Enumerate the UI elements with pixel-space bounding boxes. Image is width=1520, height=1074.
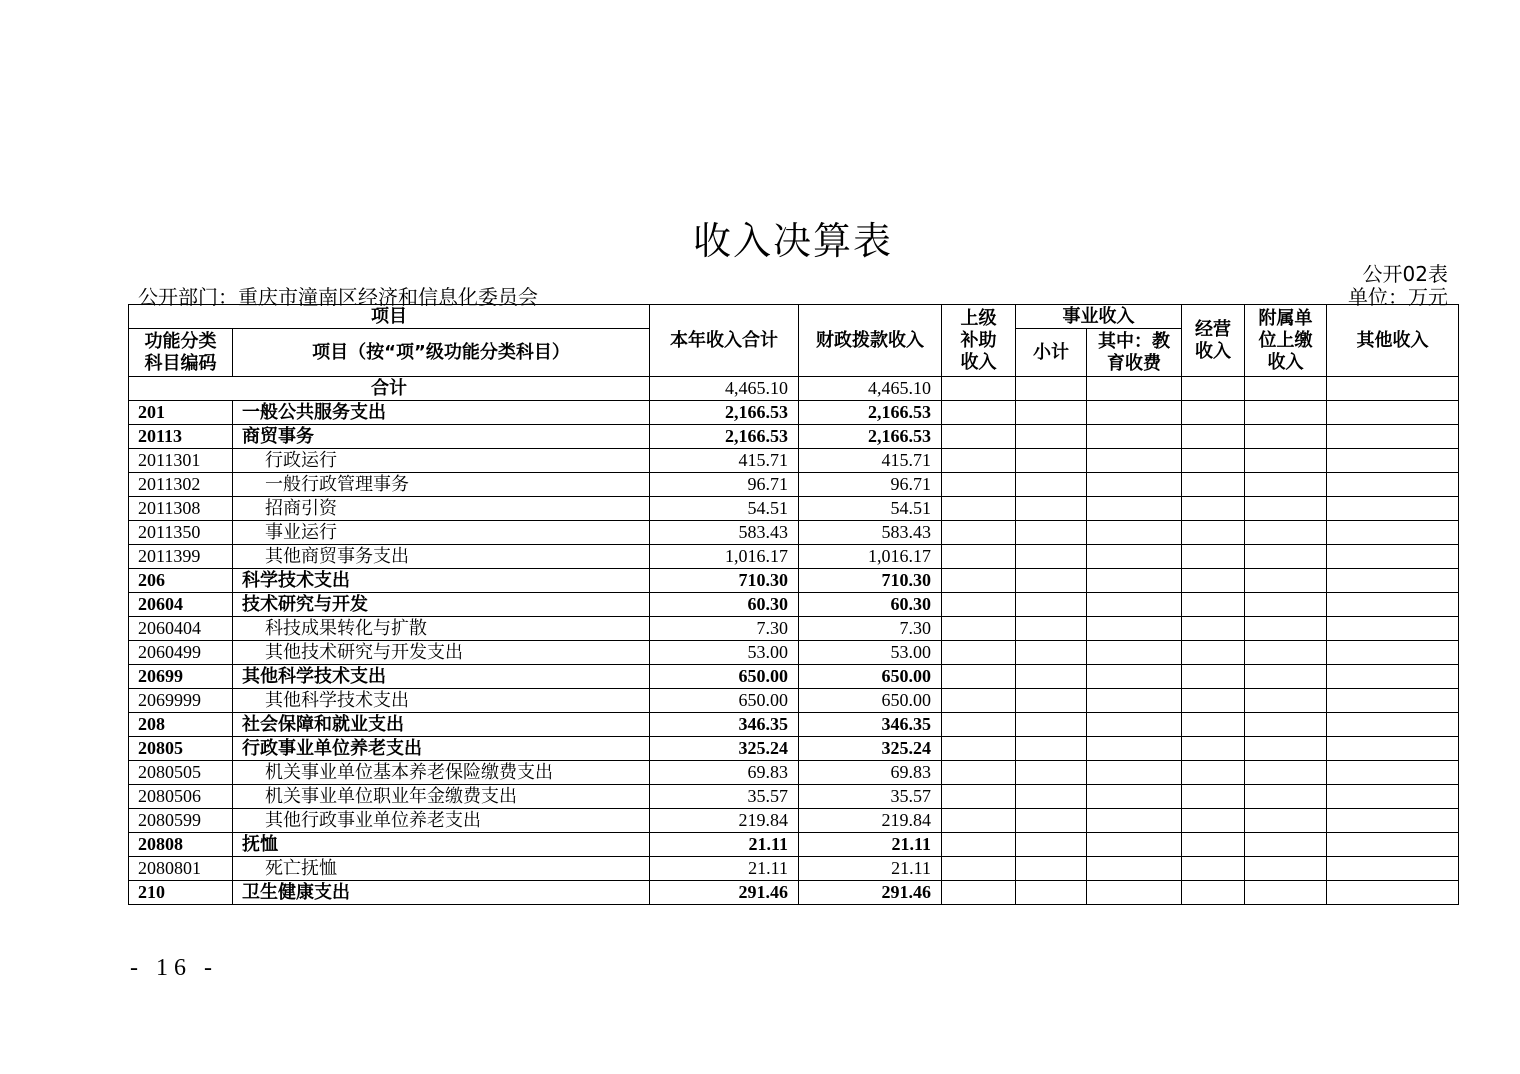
empty-cell — [1245, 785, 1327, 809]
empty-cell — [942, 449, 1016, 473]
empty-cell — [1182, 857, 1245, 881]
empty-cell — [1182, 497, 1245, 521]
code-cell: 2060499 — [129, 641, 233, 665]
empty-cell — [1016, 833, 1087, 857]
total-income-cell: 21.11 — [650, 857, 799, 881]
empty-cell — [942, 833, 1016, 857]
empty-cell — [1087, 665, 1182, 689]
name-cell: 技术研究与开发 — [233, 593, 650, 617]
empty-cell — [942, 473, 1016, 497]
page-number: - 16 - — [130, 955, 218, 981]
table-row — [129, 449, 1459, 473]
table-row — [129, 521, 1459, 545]
table-row — [129, 473, 1459, 497]
empty-cell — [1087, 833, 1182, 857]
empty-cell — [1327, 761, 1459, 785]
code-cell: 210 — [129, 881, 233, 905]
form-number: 公开02表 — [1362, 262, 1448, 286]
table-row — [129, 809, 1459, 833]
empty-cell — [1087, 377, 1182, 401]
empty-cell — [1016, 761, 1087, 785]
empty-cell — [1087, 689, 1182, 713]
table-row — [129, 497, 1459, 521]
name-cell: 行政事业单位养老支出 — [233, 737, 650, 761]
empty-cell — [1016, 473, 1087, 497]
empty-cell — [942, 617, 1016, 641]
fiscal-cell: 650.00 — [799, 665, 942, 689]
empty-cell — [1087, 401, 1182, 425]
empty-cell — [1327, 449, 1459, 473]
empty-cell — [1245, 545, 1327, 569]
name-cell: 其他科学技术支出 — [233, 689, 650, 713]
code-cell: 20699 — [129, 665, 233, 689]
code-cell: 2011350 — [129, 521, 233, 545]
empty-cell — [1016, 377, 1087, 401]
empty-cell — [942, 881, 1016, 905]
empty-cell — [1016, 857, 1087, 881]
empty-cell — [1182, 545, 1245, 569]
empty-cell — [1245, 809, 1327, 833]
empty-cell — [1327, 545, 1459, 569]
empty-cell — [1087, 617, 1182, 641]
empty-cell — [1327, 833, 1459, 857]
empty-cell — [1087, 473, 1182, 497]
empty-cell — [1087, 521, 1182, 545]
header-business-subtotal: 小计 — [1016, 329, 1087, 377]
table-row — [129, 857, 1459, 881]
empty-cell — [1087, 593, 1182, 617]
total-income-cell: 583.43 — [650, 521, 799, 545]
empty-cell — [1327, 497, 1459, 521]
total-income-cell: 96.71 — [650, 473, 799, 497]
empty-cell — [1016, 569, 1087, 593]
empty-cell — [1016, 449, 1087, 473]
fiscal-cell: 69.83 — [799, 761, 942, 785]
empty-cell — [1087, 737, 1182, 761]
empty-cell — [942, 665, 1016, 689]
total-income-cell: 291.46 — [650, 881, 799, 905]
total-income-cell: 346.35 — [650, 713, 799, 737]
total-income-cell: 35.57 — [650, 785, 799, 809]
empty-cell — [1245, 713, 1327, 737]
empty-cell — [1327, 809, 1459, 833]
name-cell: 卫生健康支出 — [233, 881, 650, 905]
empty-cell — [942, 689, 1016, 713]
empty-cell — [1182, 713, 1245, 737]
name-cell: 其他科学技术支出 — [233, 665, 650, 689]
empty-cell — [1245, 881, 1327, 905]
empty-cell — [1182, 809, 1245, 833]
empty-cell — [1087, 761, 1182, 785]
empty-cell — [1327, 569, 1459, 593]
empty-cell — [942, 761, 1016, 785]
empty-cell — [1016, 809, 1087, 833]
total-fiscal-cell: 4,465.10 — [799, 377, 942, 401]
empty-cell — [1016, 545, 1087, 569]
code-cell: 2069999 — [129, 689, 233, 713]
empty-cell — [1087, 881, 1182, 905]
table-row — [129, 401, 1459, 425]
empty-cell — [1087, 857, 1182, 881]
name-cell: 机关事业单位职业年金缴费支出 — [233, 785, 650, 809]
empty-cell — [1245, 665, 1327, 689]
empty-cell — [942, 545, 1016, 569]
fiscal-cell: 21.11 — [799, 857, 942, 881]
fiscal-cell: 1,016.17 — [799, 545, 942, 569]
empty-cell — [1016, 737, 1087, 761]
empty-cell — [1327, 401, 1459, 425]
empty-cell — [1327, 881, 1459, 905]
fiscal-cell: 21.11 — [799, 833, 942, 857]
code-cell: 2011301 — [129, 449, 233, 473]
empty-cell — [1182, 425, 1245, 449]
unit-label: 单位：万元 — [1348, 285, 1448, 309]
name-cell: 机关事业单位基本养老保险缴费支出 — [233, 761, 650, 785]
name-cell: 其他商贸事务支出 — [233, 545, 650, 569]
empty-cell — [1087, 425, 1182, 449]
fiscal-cell: 2,166.53 — [799, 425, 942, 449]
total-income-cell: 1,016.17 — [650, 545, 799, 569]
table-row — [129, 569, 1459, 593]
code-cell: 2080505 — [129, 761, 233, 785]
total-income-cell: 219.84 — [650, 809, 799, 833]
name-cell: 其他技术研究与开发支出 — [233, 641, 650, 665]
header-fiscal: 财政拨款收入 — [799, 305, 942, 377]
department-label: 公开部门：重庆市潼南区经济和信息化委员会 — [138, 285, 538, 309]
code-cell: 2011308 — [129, 497, 233, 521]
empty-cell — [1245, 857, 1327, 881]
empty-cell — [1327, 737, 1459, 761]
table-row — [129, 737, 1459, 761]
empty-cell — [1182, 737, 1245, 761]
empty-cell — [1182, 833, 1245, 857]
name-cell: 事业运行 — [233, 521, 650, 545]
empty-cell — [1327, 689, 1459, 713]
fiscal-cell: 583.43 — [799, 521, 942, 545]
total-income-cell: 21.11 — [650, 833, 799, 857]
name-cell: 科技成果转化与扩散 — [233, 617, 650, 641]
empty-cell — [1327, 473, 1459, 497]
empty-cell — [1245, 497, 1327, 521]
total-label: 合计 — [129, 377, 650, 401]
table-row — [129, 761, 1459, 785]
total-income-cell: 53.00 — [650, 641, 799, 665]
empty-cell — [1182, 521, 1245, 545]
total-income-cell: 54.51 — [650, 497, 799, 521]
empty-cell — [1087, 497, 1182, 521]
empty-cell — [942, 809, 1016, 833]
fiscal-cell: 60.30 — [799, 593, 942, 617]
empty-cell — [1245, 641, 1327, 665]
name-cell: 一般行政管理事务 — [233, 473, 650, 497]
total-income-cell: 325.24 — [650, 737, 799, 761]
empty-cell — [1182, 449, 1245, 473]
empty-cell — [1182, 473, 1245, 497]
empty-cell — [942, 857, 1016, 881]
empty-cell — [1016, 497, 1087, 521]
empty-cell — [1245, 833, 1327, 857]
empty-cell — [1245, 473, 1327, 497]
total-income-cell: 7.30 — [650, 617, 799, 641]
code-cell: 206 — [129, 569, 233, 593]
empty-cell — [1016, 713, 1087, 737]
header-subsidy: 上级补助收入 — [942, 305, 1016, 377]
empty-cell — [1182, 569, 1245, 593]
empty-cell — [942, 425, 1016, 449]
total-income-cell: 415.71 — [650, 449, 799, 473]
name-cell: 科学技术支出 — [233, 569, 650, 593]
total-income-cell: 2,166.53 — [650, 401, 799, 425]
code-cell: 20808 — [129, 833, 233, 857]
empty-cell — [1245, 377, 1327, 401]
empty-cell — [1087, 641, 1182, 665]
empty-cell — [1016, 665, 1087, 689]
empty-cell — [1245, 737, 1327, 761]
total-income-cell: 4,465.10 — [650, 377, 799, 401]
fiscal-cell: 325.24 — [799, 737, 942, 761]
empty-cell — [1182, 881, 1245, 905]
empty-cell — [942, 737, 1016, 761]
header-affiliated: 附属单位上缴收入 — [1245, 305, 1327, 377]
empty-cell — [1327, 665, 1459, 689]
empty-cell — [1327, 785, 1459, 809]
empty-cell — [1016, 593, 1087, 617]
empty-cell — [1245, 617, 1327, 641]
empty-cell — [1245, 761, 1327, 785]
table-row — [129, 665, 1459, 689]
empty-cell — [1016, 689, 1087, 713]
table-row — [129, 545, 1459, 569]
empty-cell — [1182, 761, 1245, 785]
empty-cell — [1327, 617, 1459, 641]
empty-cell — [1016, 401, 1087, 425]
empty-cell — [942, 497, 1016, 521]
name-cell: 招商引资 — [233, 497, 650, 521]
name-cell: 死亡抚恤 — [233, 857, 650, 881]
empty-cell — [942, 641, 1016, 665]
empty-cell — [1245, 569, 1327, 593]
empty-cell — [1016, 641, 1087, 665]
header-name: 项目（按“项”级功能分类科目） — [233, 329, 650, 377]
empty-cell — [1182, 665, 1245, 689]
empty-cell — [1182, 785, 1245, 809]
empty-cell — [1087, 785, 1182, 809]
table-row — [129, 641, 1459, 665]
empty-cell — [1087, 713, 1182, 737]
total-row — [129, 377, 1459, 401]
code-cell: 20604 — [129, 593, 233, 617]
empty-cell — [1245, 593, 1327, 617]
empty-cell — [1245, 449, 1327, 473]
name-cell: 抚恤 — [233, 833, 650, 857]
total-income-cell: 650.00 — [650, 665, 799, 689]
empty-cell — [1182, 377, 1245, 401]
table-row — [129, 833, 1459, 857]
fiscal-cell: 2,166.53 — [799, 401, 942, 425]
code-cell: 201 — [129, 401, 233, 425]
empty-cell — [942, 785, 1016, 809]
header-business-group: 事业收入 — [1016, 305, 1182, 329]
header-total-income: 本年收入合计 — [650, 305, 799, 377]
table-row — [129, 785, 1459, 809]
empty-cell — [1016, 881, 1087, 905]
empty-cell — [1327, 713, 1459, 737]
empty-cell — [1245, 521, 1327, 545]
code-cell: 2080801 — [129, 857, 233, 881]
header-code: 功能分类科目编码 — [129, 329, 233, 377]
empty-cell — [942, 713, 1016, 737]
empty-cell — [1087, 545, 1182, 569]
empty-cell — [1016, 521, 1087, 545]
fiscal-cell: 291.46 — [799, 881, 942, 905]
empty-cell — [942, 569, 1016, 593]
table-row — [129, 689, 1459, 713]
empty-cell — [1182, 401, 1245, 425]
header-operating: 经营收入 — [1182, 305, 1245, 377]
name-cell: 行政运行 — [233, 449, 650, 473]
header-item-group: 项目 — [129, 305, 650, 329]
fiscal-cell: 650.00 — [799, 689, 942, 713]
total-income-cell: 69.83 — [650, 761, 799, 785]
empty-cell — [1327, 425, 1459, 449]
fiscal-cell: 54.51 — [799, 497, 942, 521]
empty-cell — [942, 377, 1016, 401]
empty-cell — [1327, 641, 1459, 665]
empty-cell — [1182, 617, 1245, 641]
fiscal-cell: 53.00 — [799, 641, 942, 665]
empty-cell — [1087, 809, 1182, 833]
code-cell: 2080506 — [129, 785, 233, 809]
empty-cell — [1087, 569, 1182, 593]
fiscal-cell: 415.71 — [799, 449, 942, 473]
empty-cell — [1245, 425, 1327, 449]
empty-cell — [1087, 449, 1182, 473]
empty-cell — [942, 521, 1016, 545]
empty-cell — [1327, 377, 1459, 401]
empty-cell — [1016, 425, 1087, 449]
empty-cell — [942, 401, 1016, 425]
name-cell: 商贸事务 — [233, 425, 650, 449]
fiscal-cell: 96.71 — [799, 473, 942, 497]
empty-cell — [1245, 401, 1327, 425]
empty-cell — [1182, 593, 1245, 617]
page-title: 收入决算表 — [692, 219, 893, 263]
code-cell: 208 — [129, 713, 233, 737]
income-table — [128, 304, 1459, 905]
empty-cell — [1182, 689, 1245, 713]
empty-cell — [1016, 617, 1087, 641]
header-education-fee: 其中：教育收费 — [1087, 329, 1182, 377]
total-income-cell: 2,166.53 — [650, 425, 799, 449]
table-row — [129, 881, 1459, 905]
name-cell: 其他行政事业单位养老支出 — [233, 809, 650, 833]
total-income-cell: 710.30 — [650, 569, 799, 593]
empty-cell — [1245, 689, 1327, 713]
fiscal-cell: 7.30 — [799, 617, 942, 641]
fiscal-cell: 710.30 — [799, 569, 942, 593]
total-income-cell: 60.30 — [650, 593, 799, 617]
empty-cell — [1016, 785, 1087, 809]
code-cell: 2080599 — [129, 809, 233, 833]
empty-cell — [1327, 857, 1459, 881]
code-cell: 20805 — [129, 737, 233, 761]
header-other: 其他收入 — [1327, 305, 1459, 377]
code-cell: 20113 — [129, 425, 233, 449]
fiscal-cell: 346.35 — [799, 713, 942, 737]
empty-cell — [942, 593, 1016, 617]
total-income-cell: 650.00 — [650, 689, 799, 713]
table-row — [129, 713, 1459, 737]
code-cell: 2060404 — [129, 617, 233, 641]
code-cell: 2011302 — [129, 473, 233, 497]
fiscal-cell: 35.57 — [799, 785, 942, 809]
table-row — [129, 617, 1459, 641]
empty-cell — [1327, 593, 1459, 617]
empty-cell — [1327, 521, 1459, 545]
table-row — [129, 593, 1459, 617]
fiscal-cell: 219.84 — [799, 809, 942, 833]
name-cell: 一般公共服务支出 — [233, 401, 650, 425]
code-cell: 2011399 — [129, 545, 233, 569]
name-cell: 社会保障和就业支出 — [233, 713, 650, 737]
table-row — [129, 425, 1459, 449]
empty-cell — [1182, 641, 1245, 665]
